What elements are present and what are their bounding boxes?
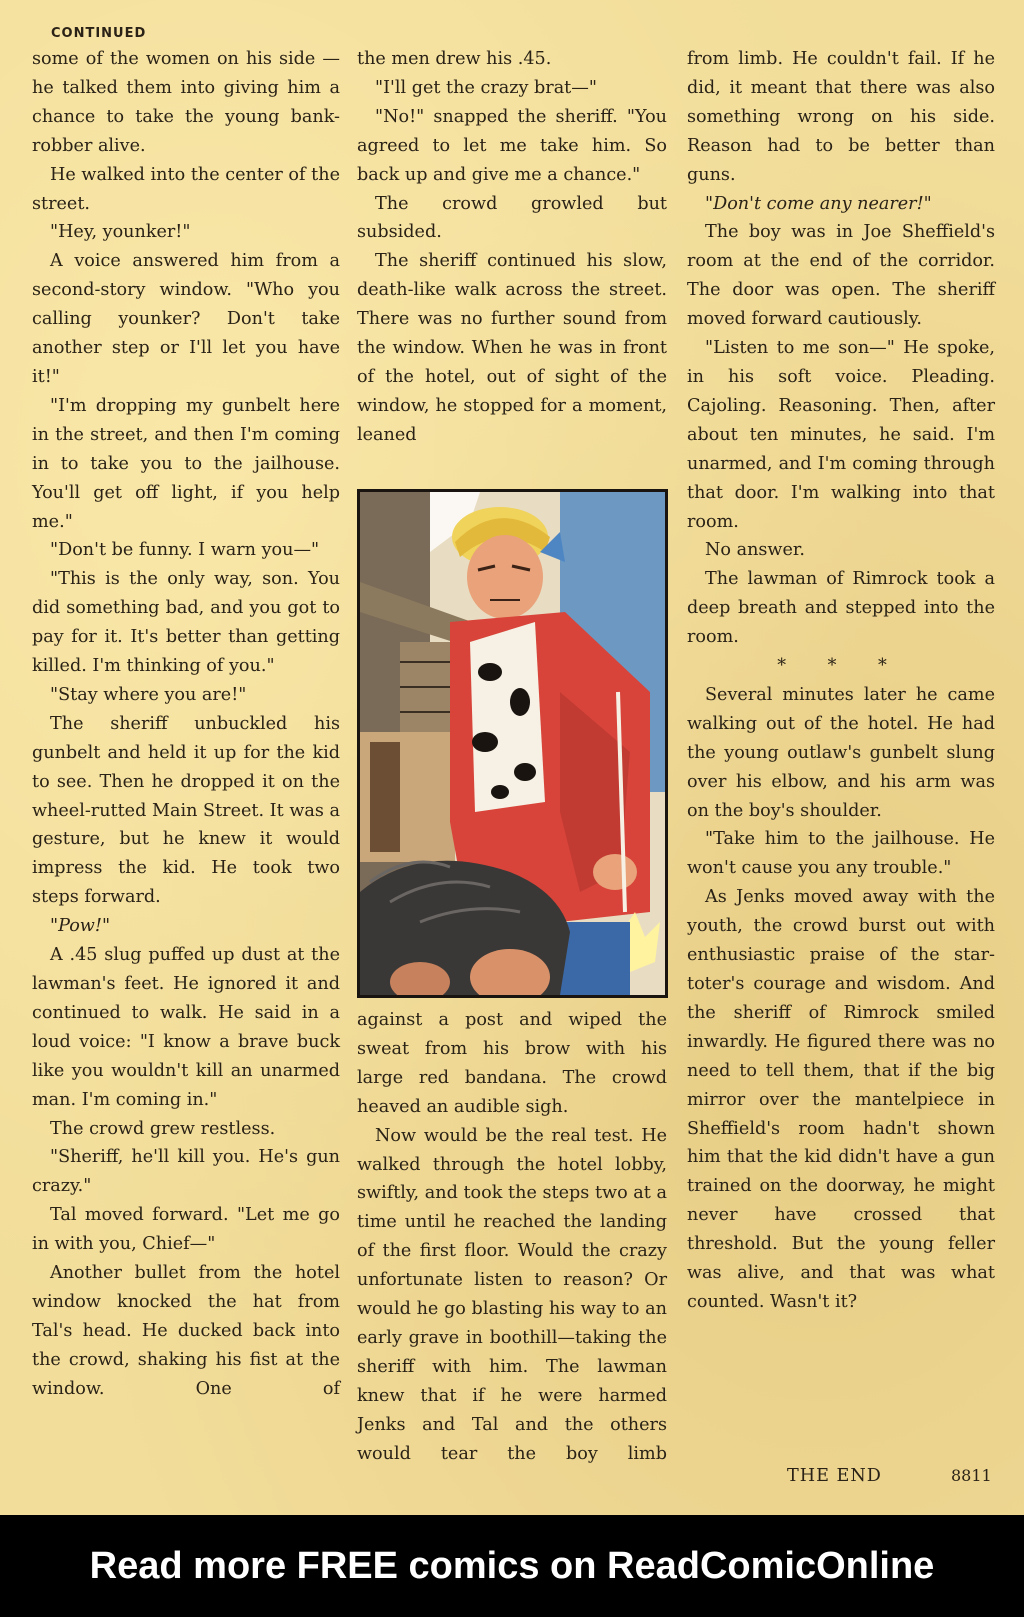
- paragraph: The crowd grew restless.: [50, 1118, 276, 1139]
- text-column-2-top: [357, 45, 667, 450]
- paragraph: "Sheriff, he'll kill you. He's gun crazy.": [32, 1147, 340, 1197]
- continued-label: CONTINUED: [51, 26, 147, 41]
- paragraph: The lawman of Rimrock took a deep breath and stepped into the room.: [687, 569, 995, 648]
- paragraph: As Jenks moved away with the youth, the crowd burst out with enthusiastic praise of the star-toter's courage and wisdom. And the sheriff of Rimrock smiled inwardly. He figured there was no need to tell them, that if the big mirror over the mantelpiece in Sheffield's room hadn't shown him that the kid didn't have a gun trained on the doorway, he might never have crossed that threshold. But the young feller was alive, and that was what counted. Wasn't it?: [687, 887, 995, 1312]
- paragraph: The boy was in Joe Sheffield's room at the end of the corridor. The door was open. The sheriff moved forward cautiously.: [687, 222, 995, 330]
- paragraph: A voice answered him from a second-story window. "Who you calling younker? Don't take another step or I'll let you have it!": [32, 251, 340, 387]
- paragraph: against a post and wiped the sweat from his brow with his large red bandana. The crowd heaved an audible sigh.: [357, 1010, 667, 1117]
- paragraph: Several minutes later he came walking out of the hotel. He had the young outlaw's gunbelt slung over his elbow, and his arm was on the boy's shoulder.: [687, 684, 995, 821]
- paragraph: The sheriff unbuckled his gunbelt and held it up for the kid to see. Then he dropped it on the wheel-rutted Main Street. It was a gesture, but he knew it would impress the kid. He took two steps forward.: [32, 713, 340, 908]
- paragraph: No answer.: [705, 540, 805, 561]
- comic-panel-illustration: [357, 489, 668, 998]
- sheriff-illustration: [360, 492, 665, 995]
- paragraph: "Hey, younker!": [50, 222, 191, 243]
- text-column-3: [687, 45, 995, 1317]
- paragraph: "Pow!": [50, 916, 111, 937]
- promo-banner[interactable]: Read more FREE comics on ReadComicOnline: [0, 1515, 1024, 1617]
- paragraph: "Take him to the jailhouse. He won't cause you any trouble.": [687, 829, 995, 879]
- text-column-1: [32, 45, 340, 1404]
- paragraph: The crowd growled but subsided.: [357, 193, 667, 243]
- paragraph: "Listen to me son—" He spoke, in his soft voice. Pleading. Cajoling. Reasoning. Then, after about ten minutes, he said. I'm unarmed, and I'm coming through that door. I'm walking into that room.: [687, 338, 995, 532]
- paragraph: from limb. He couldn't fail. If he did, it meant that there was also something wrong on his side. Reason had to be better than guns.: [687, 49, 995, 185]
- paragraph: * * *: [777, 656, 905, 677]
- the-end-label: THE END: [787, 1466, 882, 1486]
- page-code: 8811: [951, 1466, 992, 1485]
- paragraph: Another bullet from the hotel window knocked the hat from Tal's head. He ducked back into the crowd, shaking his fist at the window. One of: [32, 1263, 340, 1399]
- paragraph: the men drew his .45.: [357, 49, 552, 69]
- paragraph: "I'm dropping my gunbelt here in the street, and then I'm coming in to take you to the jailhouse. You'll get off light, if you help me.": [32, 395, 340, 532]
- paragraph: A .45 slug puffed up dust at the lawman's feet. He ignored it and continued to walk. He said in a loud voice: "I know a brave buck like you wouldn't kill an unarmed man. I'm coming in.": [32, 945, 340, 1110]
- paragraph: He walked into the center of the street.: [32, 164, 340, 214]
- paragraph: some of the women on his side —he talked them into giving him a chance to take the young bank-robber alive.: [32, 49, 340, 156]
- paragraph: "I'll get the crazy brat—": [375, 77, 597, 98]
- paragraph: "Stay where you are!": [50, 684, 247, 705]
- paragraph: "Don't be funny. I warn you—": [50, 540, 320, 561]
- paragraph: "Don't come any nearer!": [705, 193, 932, 214]
- paragraph: "No!" snapped the sheriff. "You agreed to let me take him. So back up and give me a chance.": [357, 106, 667, 185]
- paragraph: "This is the only way, son. You did something bad, and you got to pay for it. It's better than getting killed. I'm thinking of you.": [32, 569, 340, 677]
- paragraph: Tal moved forward. "Let me go in with you, Chief—": [32, 1205, 340, 1255]
- text-column-2-bottom: [357, 1006, 667, 1469]
- paragraph: The sheriff continued his slow, death-like walk across the street. There was no further sound from the window. When he was in front of the hotel, out of sight of the window, he stopped for a moment, leaned: [357, 251, 667, 445]
- paragraph: Now would be the real test. He walked through the hotel lobby, swiftly, and took the steps two at a time until he reached the landing of the first floor. Would the crazy unfortunate listen to reason? Or would he go blasting his way to an early grave in boothill—taking the sheriff with him. The lawman knew that if he were harmed Jenks and Tal and the others would tear the boy limb: [357, 1125, 667, 1464]
